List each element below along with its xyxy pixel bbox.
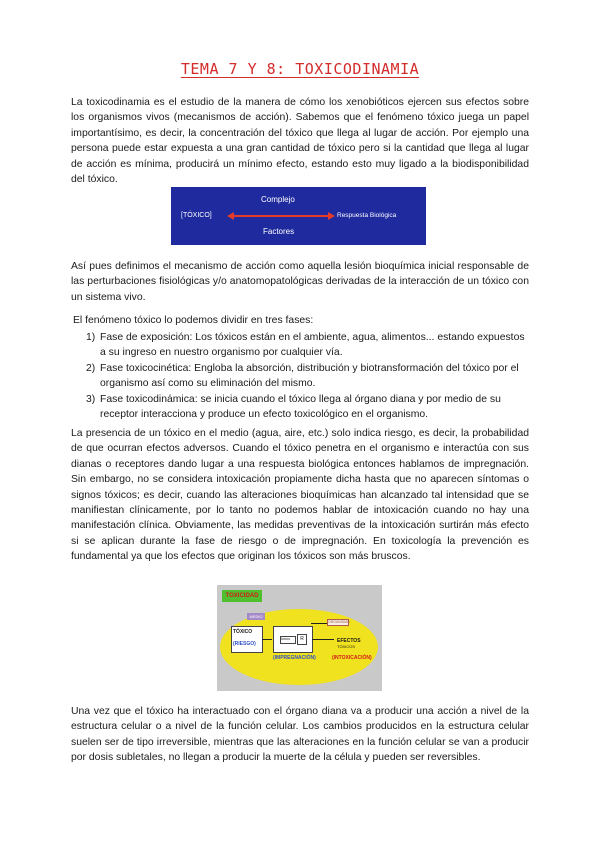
paragraph-intro: La toxicodinamia es el estudio de la manera de cómo los xenobióticos ejercen sus efectos sobre los organismos vivos (mecanismos de acción). Sabemos que el fenómeno tóxico juega un papel importantísimo, es decir, la concentración del tóxico que llega al lugar de acción. Por ejemplo una persona puede estar expuesta a una gran cantidad de tóxico pero si la cantidad que llega al lugar de acción es mínima, producirá un mínimo efecto, estando esto muy ligado a la biodisponibilidad del tóxico. — [71, 97, 529, 186]
diagram-toxico-small: tóxico — [280, 636, 296, 644]
phases-list — [86, 330, 530, 422]
list-item — [86, 330, 530, 361]
diagram-toxicidad-label: TOXICIDAD — [222, 590, 262, 602]
list-item-number: 1) — [86, 332, 96, 343]
diagram-label-factores: Factores — [263, 227, 295, 236]
diagram-impregnacion-label: (IMPREGNACIÓN) — [273, 655, 316, 661]
diagram-efectos-label: EFECTOS — [337, 638, 361, 644]
list-item-number: 3) — [86, 393, 96, 405]
diagram-label-toxico: [TÓXICO] — [181, 212, 212, 219]
arrow-icon — [312, 639, 334, 640]
diagram-label-respuesta: Respuesta Biológica — [337, 212, 397, 219]
diagram-organismo-label: ORGANISMO — [328, 620, 350, 624]
diagram-riesgo-label: (RIESGO) — [233, 641, 256, 647]
diagram-mechanism — [171, 187, 426, 245]
paragraph-risk: La presencia de un tóxico en el medio (agua, aire, etc.) solo indica riesgo, es decir, la probabilidad de que ocurran efectos adversos. Cuando el tóxico penetra en el organismo e interactúa con sus dianas o receptores dando lugar a una respuesta biológica entonces hablamos de impregnación. Sin embargo, no se considera intoxicación propiamente dicha hasta que no aparecen síntomas o signos tóxicos; es decir, cuando las alteraciones bioquímicas han alcanzado tal intensidad que se manifiestan clínicamente, por lo tanto no podemos hablar de intoxicación cuando no hay una manifestación clínica. Obviamente, las medidas preventivas de la intoxicación surtirán más efecto si se aplican durante la fase de riesgo o de impregnación. En toxicología la prevención es fundamental ya que los efectos que originan los tóxicos son más bruscos. — [71, 428, 529, 563]
diagram-receptor-r: R — [297, 634, 307, 645]
diagram-intoxicacion-label: (INTOXICACIÓN) — [332, 655, 372, 661]
list-item-number: 2) — [86, 362, 96, 374]
diagram-label-complejo: Complejo — [261, 195, 295, 204]
arrow-icon — [311, 623, 327, 624]
diagram-toxicity — [217, 585, 382, 691]
list-item-text: Fase toxicocinética: Engloba la absorción, distribución y biotransformación del tóxico por el organismo así como su eliminación del mismo. — [100, 362, 519, 390]
diagram-toxico-label: TÓXICO — [233, 629, 253, 635]
list-item — [86, 392, 530, 423]
paragraph-cellular: Una vez que el tóxico ha interactuado con el órgano diana va a producir una acción a nivel de la estructura celular o a nivel de la función celular. Los cambios producidos en la estructura celular suelen ser de tipo irreversible, mientras que las alteraciones en la función celular se van a producir por dosis subletales, no llegan a producir la muerte de la célula y pueden ser reversibles. — [71, 706, 529, 764]
arrow-icon — [262, 639, 272, 640]
list-item — [86, 361, 530, 392]
diagram-toxicos-label: TÓXICOS — [337, 644, 356, 649]
diagram-medio-label: MEDIO — [247, 613, 265, 620]
page-title: TEMA 7 Y 8: TOXICODINAMIA — [180, 60, 420, 78]
list-item-text: Fase toxicodinámica: se inicia cuando el tóxico llega al órgano diana y por medio de su receptor interacciona y produce un efecto toxicológico en el organismo. — [100, 393, 501, 421]
double-arrow-icon — [233, 215, 329, 217]
list-intro: El fenómeno tóxico lo podemos dividir en tres fases: — [73, 315, 314, 326]
list-item-text: Fase de exposición: Los tóxicos están en el ambiente, agua, alimentos... estando expuestos a su ingreso en nuestro organismo por cualquier vía. — [100, 332, 525, 359]
paragraph-mechanism: Así pues definimos el mecanismo de acción como aquella lesión bioquímica inicial responsable de las perturbaciones fisiológicas y/o anatomopatológicas derivadas de la interacción de un tóxico con un sistema vivo. — [71, 261, 529, 303]
